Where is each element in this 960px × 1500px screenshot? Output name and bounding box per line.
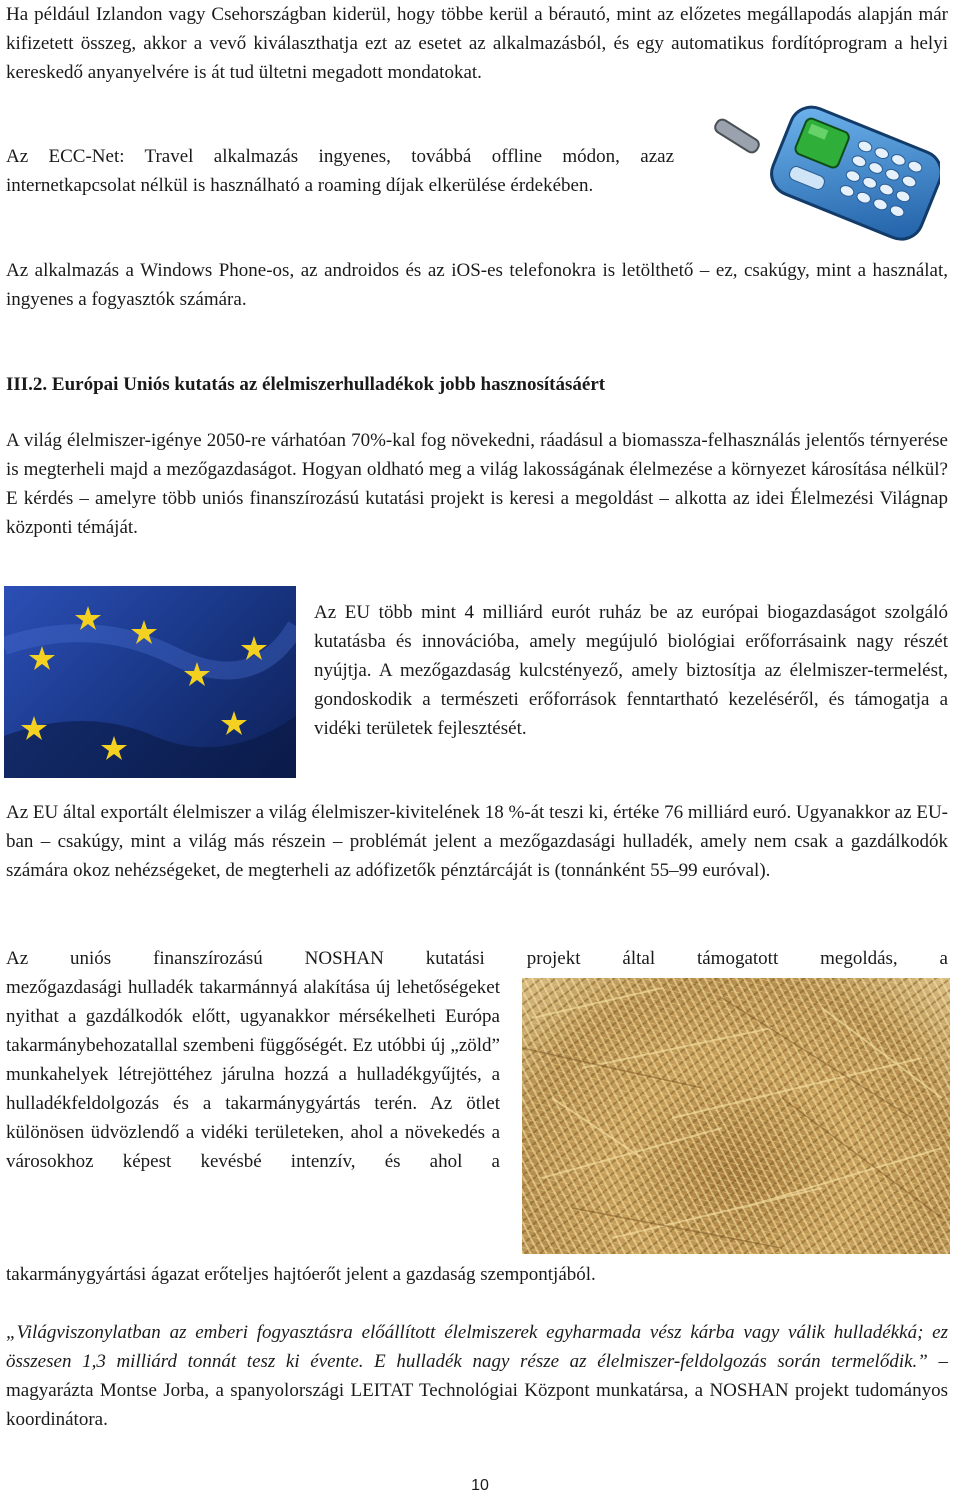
page-number: 10	[471, 1477, 489, 1494]
quote-paragraph	[6, 1318, 948, 1434]
quote-text: „Világviszonylatban az emberi fogyasztásra előállított élelmiszerek egyharmada vész kárba vagy válik hulladékká; ez összesen 1,3 milliárd tonnát tesz ki évente. E hulladék nagy része az élelmiszer-feldolgozás során termelődik.”	[6, 1322, 948, 1372]
eu-flag-image	[4, 586, 296, 778]
phone-icon	[700, 92, 940, 247]
eu-flag-icon	[4, 586, 296, 778]
section-paragraph-3: Az EU által exportált élelmiszer a világ élelmiszer-kivitelének 18 %-át teszi ki, értéke 76 milliárd euró. Ugyanakkor az EU-ban – csakúgy, mint a világ más részein – problémát jelent a mezőgazdasági hulladék, amely nem csak a gazdálkodók számára okoz nehézségeket, de megterheli az adófizetők pénztárcáját is (tonnánként 55–99 euróval).	[6, 802, 948, 881]
intro-paragraph-3: Az alkalmazás a Windows Phone-os, az androidos és az iOS-es telefonokra is letölthető – ez, csakúgy, mint a használat, ingyenes a fogyasztók számára.	[6, 260, 948, 310]
intro-paragraph-2: Az ECC-Net: Travel alkalmazás ingyenes, továbbá offline módon, azaz internetkapcsolat nélkül is használható a roaming díjak elkerülése érdekében.	[6, 146, 674, 196]
section-paragraph-2: Az EU több mint 4 milliárd eurót ruház be az európai biogazdaságot szolgáló kutatásba és innovációba, amely megújuló biológiai erőforrásaink nagy részét nyújtja. A mezőgazdaság kulcstényező, amely biztosítja az élelmiszer-termelést, gondoskodik a természeti erőforrások fenntartható kezeléséről, és támogatja a vidéki területek fejlesztését.	[314, 602, 948, 739]
section-paragraph-4-lead: Az uniós finanszírozású NOSHAN kutatási projekt által támogatott megoldás, a	[6, 948, 948, 969]
section-paragraph-1: A világ élelmiszer-igénye 2050-re várhatóan 70%-kal fog növekedni, ráadásul a biomassza-felhasználás jelentős térnyerése is megterheli majd a mezőgazdaságot. Hogyan oldható meg a világ lakosságának élelmezése a környezet károsítása nélkül? E kérdés – amelyre több uniós finanszírozású kutatási projekt is keresi a megoldást – alkotta az idei Élelmezési Világnap központi témáját.	[6, 430, 948, 538]
intro-paragraph-1: Ha például Izlandon vagy Csehországban kiderül, hogy többe kerül a bérautó, mint az előzetes megállapodás alapján már kifizetett összeg, akkor a vevő kiválaszthatja ezt az esetet az alkalmazásból, és egy automatikus fordítóprogram a helyi kereskedő anyanyelvére is át tud ültetni megadott mondatokat.	[6, 4, 948, 83]
quote-attribution: – magyarázta Montse Jorba, a spanyolországi LEITAT Technológiai Központ munkatársa, a NOSHAN projekt tudományos koordinátora.	[6, 1351, 949, 1430]
mobile-phone-image	[700, 92, 940, 247]
section-heading: III.2. Európai Uniós kutatás az élelmiszerhulladékok jobb hasznosításáért	[6, 374, 606, 395]
hay-straw-icon	[522, 978, 950, 1254]
section-paragraph-4-tail: takarmánygyártási ágazat erőteljes hajtóerőt jelent a gazdaság szempontjából.	[6, 1264, 596, 1285]
section-paragraph-4-wrapped: mezőgazdasági hulladék takarmánnyá alakítása új lehetőségeket nyithat a gazdálkodók előtt, ugyanakkor mérsékelheti Európa takarmánybehozatallal szembeni függőségét. Ez utóbbi új „zöld” munkahelyek létrejöttéhez járulna hozzá a hulladékgyűjtés, a hulladékfeldolgozás és a takarmánygyártás terén. Az ötlet különösen üdvözlendő a vidéki területeken, ahol a növekedés a városokhoz képest kevésbé intenzív, és ahol a	[6, 977, 500, 1172]
hay-image	[522, 978, 950, 1254]
